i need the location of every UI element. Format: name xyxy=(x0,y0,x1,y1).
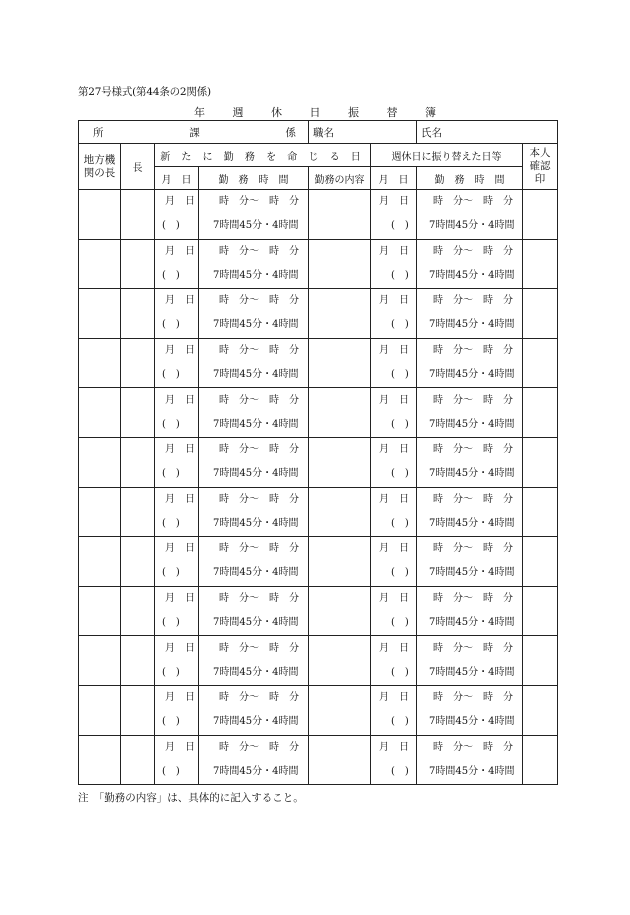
date-line: 月 日 xyxy=(165,593,195,605)
time-range-line: 時 分〜 時 分 xyxy=(433,245,513,257)
hours-option-line: 7時間45分・4時間 xyxy=(429,418,515,430)
weekday-line: ( ) xyxy=(162,418,180,430)
dept-label-office: 所 xyxy=(93,126,104,139)
duty-content-cell[interactable] xyxy=(309,685,371,735)
chief-label: 長 xyxy=(132,163,143,174)
agency-head-line2: 関の長 xyxy=(83,166,116,179)
weekday-line: ( ) xyxy=(391,765,409,777)
date-line: 月 日 xyxy=(165,345,195,357)
confirm-line2: 確認 xyxy=(529,160,551,172)
chief-stamp-cell[interactable] xyxy=(121,388,155,438)
hours-option-line: 7時間45分・4時間 xyxy=(213,617,299,629)
agency-head-stamp-cell[interactable] xyxy=(79,586,121,636)
new-duty-time-cell[interactable] xyxy=(199,190,309,240)
new-duty-date-cell[interactable] xyxy=(155,487,199,537)
time-range-line: 時 分〜 時 分 xyxy=(433,741,513,753)
transfer-date-cell[interactable] xyxy=(371,735,417,785)
chief-stamp-cell[interactable] xyxy=(121,289,155,339)
transfer-time-cell[interactable] xyxy=(417,190,523,240)
new-duty-time-cell[interactable] xyxy=(199,437,309,487)
duty-content-cell[interactable] xyxy=(309,437,371,487)
time-range-line: 時 分〜 時 分 xyxy=(433,493,513,505)
date-line: 月 日 xyxy=(165,741,195,753)
transfer-date-cell[interactable] xyxy=(371,685,417,735)
table-row xyxy=(79,388,558,438)
transfer-time-cell[interactable] xyxy=(417,239,523,289)
transfer-time-cell[interactable] xyxy=(417,487,523,537)
transfer-time-cell[interactable] xyxy=(417,636,523,686)
table-row xyxy=(79,586,558,636)
hours-option-line: 7時間45分・4時間 xyxy=(213,567,299,579)
hours-option-line: 7時間45分・4時間 xyxy=(429,765,515,777)
chief-stamp-cell[interactable] xyxy=(121,338,155,388)
confirm-stamp-cell[interactable] xyxy=(523,537,558,587)
month-day-label: 月 日 xyxy=(161,174,192,186)
confirm-stamp-cell[interactable] xyxy=(523,338,558,388)
date-line: 月 日 xyxy=(379,345,409,357)
time-range-line: 時 分〜 時 分 xyxy=(219,245,299,257)
new-duty-time-cell[interactable] xyxy=(199,239,309,289)
transfer-date-cell[interactable] xyxy=(371,537,417,587)
date-line: 月 日 xyxy=(379,295,409,307)
dept-label-unit: 係 xyxy=(285,126,296,139)
date-line: 月 日 xyxy=(165,444,195,456)
time-range-line: 時 分〜 時 分 xyxy=(219,593,299,605)
hours-option-line: 7時間45分・4時間 xyxy=(429,666,515,678)
hours-option-line: 7時間45分・4時間 xyxy=(429,220,515,232)
hours-option-line: 7時間45分・4時間 xyxy=(213,269,299,281)
date-line: 月 日 xyxy=(379,196,409,208)
hours-option-line: 7時間45分・4時間 xyxy=(213,369,299,381)
header-row-1 xyxy=(79,144,558,167)
agency-head-stamp-cell[interactable] xyxy=(79,636,121,686)
table-row xyxy=(79,735,558,785)
date-line: 月 日 xyxy=(379,642,409,654)
agency-head-stamp-cell[interactable] xyxy=(79,388,121,438)
transfer-date-cell[interactable] xyxy=(371,338,417,388)
dept-label-section: 課 xyxy=(189,126,200,139)
agency-head-stamp-cell[interactable] xyxy=(79,685,121,735)
new-duty-time-cell[interactable] xyxy=(199,338,309,388)
transfer-date-cell[interactable] xyxy=(371,636,417,686)
new-duty-time-cell[interactable] xyxy=(199,586,309,636)
agency-head-line1: 地方機 xyxy=(83,153,116,166)
weekday-line: ( ) xyxy=(391,269,409,281)
new-duty-time-cell[interactable] xyxy=(199,685,309,735)
chief-stamp-cell[interactable] xyxy=(121,735,155,785)
agency-head-stamp-cell[interactable] xyxy=(79,239,121,289)
duty-time-2-label: 勤 務 時 間 xyxy=(434,174,505,186)
transfer-register-table xyxy=(78,120,558,785)
confirm-header xyxy=(523,144,558,190)
transfer-date-cell[interactable] xyxy=(371,437,417,487)
table-row xyxy=(79,289,558,339)
weekday-line: ( ) xyxy=(162,765,180,777)
time-range-line: 時 分〜 時 分 xyxy=(433,593,513,605)
date-line: 月 日 xyxy=(379,493,409,505)
time-range-line: 時 分〜 時 分 xyxy=(433,394,513,406)
hours-option-line: 7時間45分・4時間 xyxy=(213,716,299,728)
weekday-line: ( ) xyxy=(162,369,180,381)
duty-time-2-header xyxy=(417,167,523,190)
table-row xyxy=(79,190,558,240)
new-duty-date-cell[interactable] xyxy=(155,437,199,487)
transfer-date-cell[interactable] xyxy=(371,190,417,240)
new-duty-date-cell[interactable] xyxy=(155,190,199,240)
weekday-line: ( ) xyxy=(391,468,409,480)
chief-stamp-cell[interactable] xyxy=(121,239,155,289)
table-row xyxy=(79,487,558,537)
hours-option-line: 7時間45分・4時間 xyxy=(429,517,515,529)
time-range-line: 時 分〜 時 分 xyxy=(219,394,299,406)
weekday-line: ( ) xyxy=(162,220,180,232)
transfer-time-cell[interactable] xyxy=(417,338,523,388)
time-range-line: 時 分〜 時 分 xyxy=(219,295,299,307)
time-range-line: 時 分〜 時 分 xyxy=(433,295,513,307)
transfer-label: 週休日に振り替えた日等 xyxy=(391,151,502,163)
agency-head-stamp-cell[interactable] xyxy=(79,338,121,388)
agency-head-stamp-cell[interactable] xyxy=(79,487,121,537)
transfer-time-cell[interactable] xyxy=(417,685,523,735)
form-number: 第27号様式(第44条の2関係) xyxy=(78,86,211,98)
chief-stamp-cell[interactable] xyxy=(121,190,155,240)
date-line: 月 日 xyxy=(165,642,195,654)
weekday-line: ( ) xyxy=(162,269,180,281)
confirm-stamp-cell[interactable] xyxy=(523,586,558,636)
weekday-line: ( ) xyxy=(391,369,409,381)
month-day-2-label: 月 日 xyxy=(378,174,409,186)
confirm-stamp-cell[interactable] xyxy=(523,388,558,438)
new-duty-date-cell[interactable] xyxy=(155,636,199,686)
confirm-stamp-cell[interactable] xyxy=(523,735,558,785)
hours-option-line: 7時間45分・4時間 xyxy=(429,567,515,579)
hours-option-line: 7時間45分・4時間 xyxy=(213,765,299,777)
weekday-line: ( ) xyxy=(391,517,409,529)
hours-option-line: 7時間45分・4時間 xyxy=(429,319,515,331)
chief-stamp-cell[interactable] xyxy=(121,636,155,686)
weekday-line: ( ) xyxy=(162,517,180,529)
transfer-date-cell[interactable] xyxy=(371,388,417,438)
confirm-stamp-cell[interactable] xyxy=(523,487,558,537)
time-range-line: 時 分〜 時 分 xyxy=(219,444,299,456)
new-duty-date-cell[interactable] xyxy=(155,289,199,339)
duty-content-header xyxy=(309,167,371,190)
transfer-time-cell[interactable] xyxy=(417,388,523,438)
weekday-line: ( ) xyxy=(162,617,180,629)
duty-time-header xyxy=(199,167,309,190)
weekday-line: ( ) xyxy=(391,418,409,430)
table-row xyxy=(79,685,558,735)
footer-note: 注 「勤務の内容」は、具体的に記入すること。 xyxy=(78,792,304,804)
date-line: 月 日 xyxy=(165,692,195,704)
time-range-line: 時 分〜 時 分 xyxy=(219,741,299,753)
weekday-line: ( ) xyxy=(391,319,409,331)
table-row xyxy=(79,636,558,686)
confirm-line3: 印 xyxy=(534,173,546,185)
hours-option-line: 7時間45分・4時間 xyxy=(213,319,299,331)
duty-content-cell[interactable] xyxy=(309,487,371,537)
transfer-time-cell[interactable] xyxy=(417,289,523,339)
date-line: 月 日 xyxy=(165,295,195,307)
month-day-header xyxy=(155,167,199,190)
hours-option-line: 7時間45分・4時間 xyxy=(213,666,299,678)
chief-stamp-cell[interactable] xyxy=(121,487,155,537)
agency-head-stamp-cell[interactable] xyxy=(79,537,121,587)
duty-time-label: 勤 務 時 間 xyxy=(218,174,289,186)
new-duty-date-cell[interactable] xyxy=(155,338,199,388)
confirm-stamp-cell[interactable] xyxy=(523,289,558,339)
duty-content-cell[interactable] xyxy=(309,537,371,587)
new-duty-time-cell[interactable] xyxy=(199,289,309,339)
month-day-2-header xyxy=(371,167,417,190)
time-range-line: 時 分〜 時 分 xyxy=(433,196,513,208)
confirm-stamp-cell[interactable] xyxy=(523,685,558,735)
date-line: 月 日 xyxy=(379,543,409,555)
time-range-line: 時 分〜 時 分 xyxy=(433,444,513,456)
time-range-line: 時 分〜 時 分 xyxy=(219,196,299,208)
agency-head-stamp-cell[interactable] xyxy=(79,735,121,785)
time-range-line: 時 分〜 時 分 xyxy=(433,692,513,704)
hours-option-line: 7時間45分・4時間 xyxy=(429,369,515,381)
chief-stamp-cell[interactable] xyxy=(121,586,155,636)
time-range-line: 時 分〜 時 分 xyxy=(219,345,299,357)
transfer-date-cell[interactable] xyxy=(371,586,417,636)
weekday-line: ( ) xyxy=(162,468,180,480)
transfer-time-cell[interactable] xyxy=(417,437,523,487)
name-label: 氏名 xyxy=(421,126,442,139)
duty-content-label: 勤務の内容 xyxy=(314,174,365,186)
duty-content-cell[interactable] xyxy=(309,636,371,686)
new-duty-label: 新 た に 勤 務 を 命 じ る 日 xyxy=(160,151,365,163)
agency-head-stamp-cell[interactable] xyxy=(79,437,121,487)
hours-option-line: 7時間45分・4時間 xyxy=(429,269,515,281)
hours-option-line: 7時間45分・4時間 xyxy=(213,517,299,529)
name-cell xyxy=(417,121,558,144)
new-duty-date-cell[interactable] xyxy=(155,239,199,289)
date-line: 月 日 xyxy=(165,196,195,208)
hours-option-line: 7時間45分・4時間 xyxy=(429,617,515,629)
time-range-line: 時 分〜 時 分 xyxy=(433,642,513,654)
date-line: 月 日 xyxy=(165,543,195,555)
transfer-time-cell[interactable] xyxy=(417,735,523,785)
department-cell xyxy=(79,121,309,144)
time-range-line: 時 分〜 時 分 xyxy=(433,345,513,357)
weekday-line: ( ) xyxy=(391,666,409,678)
new-duty-time-cell[interactable] xyxy=(199,636,309,686)
duty-content-cell[interactable] xyxy=(309,289,371,339)
time-range-line: 時 分〜 時 分 xyxy=(219,543,299,555)
date-line: 月 日 xyxy=(379,444,409,456)
table-row xyxy=(79,437,558,487)
weekday-line: ( ) xyxy=(162,319,180,331)
new-duty-date-cell[interactable] xyxy=(155,586,199,636)
time-range-line: 時 分〜 時 分 xyxy=(433,543,513,555)
new-duty-date-cell[interactable] xyxy=(155,388,199,438)
duty-content-cell[interactable] xyxy=(309,388,371,438)
new-duty-time-cell[interactable] xyxy=(199,735,309,785)
date-line: 月 日 xyxy=(165,394,195,406)
weekday-line: ( ) xyxy=(391,716,409,728)
confirm-stamp-cell[interactable] xyxy=(523,190,558,240)
table-row xyxy=(79,239,558,289)
job-title-cell xyxy=(309,121,417,144)
date-line: 月 日 xyxy=(379,692,409,704)
date-line: 月 日 xyxy=(379,741,409,753)
date-line: 月 日 xyxy=(379,394,409,406)
chief-stamp-cell[interactable] xyxy=(121,685,155,735)
transfer-date-cell[interactable] xyxy=(371,289,417,339)
transfer-time-cell[interactable] xyxy=(417,537,523,587)
duty-content-cell[interactable] xyxy=(309,586,371,636)
duty-content-cell[interactable] xyxy=(309,190,371,240)
weekday-line: ( ) xyxy=(391,220,409,232)
transfer-date-cell[interactable] xyxy=(371,487,417,537)
confirm-stamp-cell[interactable] xyxy=(523,437,558,487)
new-duty-header xyxy=(155,144,371,167)
time-range-line: 時 分〜 時 分 xyxy=(219,493,299,505)
new-duty-time-cell[interactable] xyxy=(199,487,309,537)
chief-stamp-cell[interactable] xyxy=(121,437,155,487)
weekday-line: ( ) xyxy=(162,716,180,728)
header-row-top xyxy=(79,121,558,144)
job-title-label: 職名 xyxy=(313,126,334,139)
chief-header xyxy=(121,144,155,190)
agency-head-stamp-cell[interactable] xyxy=(79,289,121,339)
table-row xyxy=(79,537,558,587)
weekday-line: ( ) xyxy=(391,617,409,629)
confirm-line1: 本人 xyxy=(529,147,551,159)
hours-option-line: 7時間45分・4時間 xyxy=(429,468,515,480)
new-duty-time-cell[interactable] xyxy=(199,388,309,438)
hours-option-line: 7時間45分・4時間 xyxy=(429,716,515,728)
new-duty-time-cell[interactable] xyxy=(199,537,309,587)
duty-content-cell[interactable] xyxy=(309,239,371,289)
form-title: 年 週 休 日 振 替 簿 xyxy=(194,106,448,119)
chief-stamp-cell[interactable] xyxy=(121,537,155,587)
duty-content-cell[interactable] xyxy=(309,338,371,388)
confirm-stamp-cell[interactable] xyxy=(523,239,558,289)
agency-head-stamp-cell[interactable] xyxy=(79,190,121,240)
date-line: 月 日 xyxy=(165,245,195,257)
date-line: 月 日 xyxy=(379,593,409,605)
hours-option-line: 7時間45分・4時間 xyxy=(213,418,299,430)
transfer-time-cell[interactable] xyxy=(417,586,523,636)
table-row xyxy=(79,338,558,388)
hours-option-line: 7時間45分・4時間 xyxy=(213,220,299,232)
duty-content-cell[interactable] xyxy=(309,735,371,785)
time-range-line: 時 分〜 時 分 xyxy=(219,642,299,654)
time-range-line: 時 分〜 時 分 xyxy=(219,692,299,704)
transfer-header xyxy=(371,144,523,167)
transfer-date-cell[interactable] xyxy=(371,239,417,289)
weekday-line: ( ) xyxy=(391,567,409,579)
new-duty-date-cell[interactable] xyxy=(155,735,199,785)
new-duty-date-cell[interactable] xyxy=(155,685,199,735)
confirm-stamp-cell[interactable] xyxy=(523,636,558,686)
weekday-line: ( ) xyxy=(162,567,180,579)
hours-option-line: 7時間45分・4時間 xyxy=(213,468,299,480)
weekday-line: ( ) xyxy=(162,666,180,678)
date-line: 月 日 xyxy=(379,245,409,257)
agency-head-header xyxy=(79,144,121,190)
date-line: 月 日 xyxy=(165,493,195,505)
new-duty-date-cell[interactable] xyxy=(155,537,199,587)
